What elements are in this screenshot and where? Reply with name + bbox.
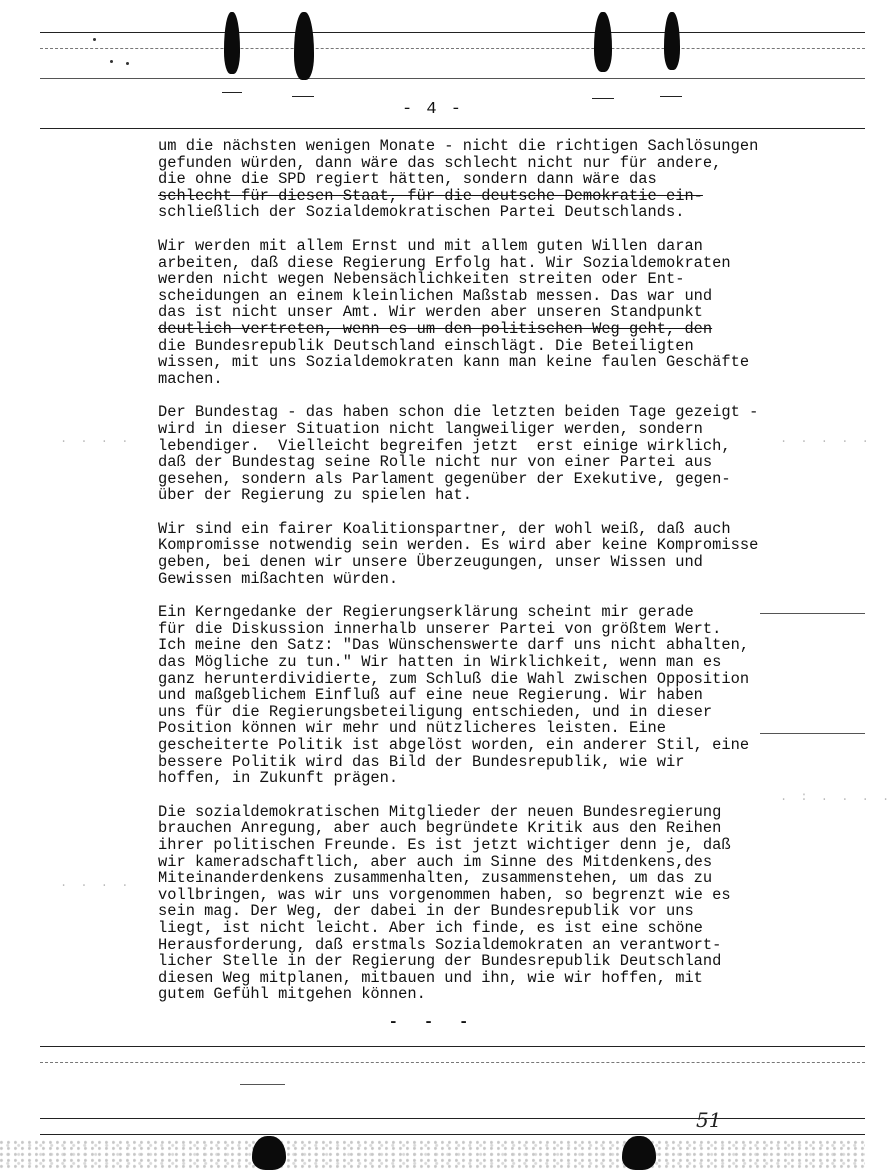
text-line: gescheiterte Politik ist abgelöst worden, ein anderer Stil, eine (158, 736, 750, 754)
text-line: werden nicht wegen Nebensächlichkeiten streiten oder Ent- (158, 270, 685, 289)
scan-line (40, 1046, 865, 1047)
text-line: wird in dieser Situation nicht langweiliger werden, sondern (158, 419, 703, 438)
paragraph (158, 804, 838, 1003)
text-line: Wir sind ein fairer Koalitionspartner, der wohl weiß, daß auch (158, 519, 731, 538)
text-line: arbeiten, daß diese Regierung Erfolg hat. Wir Sozialdemokraten (158, 253, 731, 272)
punch-hole-shadow (594, 12, 612, 72)
struck-text-line: schlecht für diesen Staat, für die deutsche Demokratie ein- (158, 186, 703, 205)
text-line: für die Diskussion innerhalb unserer Partei von größtem Wert. (158, 619, 722, 638)
scan-line (222, 92, 242, 93)
punch-hole-shadow (622, 1136, 656, 1170)
margin-noise: . . . . (60, 432, 132, 446)
text-line: Kompromisse notwendig sein werden. Es wird aber keine Kompromisse (158, 536, 759, 555)
text-line: geben, bei denen wir unsere Überzeugungen, unser Wissen und (158, 553, 703, 572)
text-line: sein mag. Der Weg, der dabei in der Bundesrepublik vor uns (158, 902, 694, 921)
scan-line (40, 128, 865, 129)
punch-hole-shadow (664, 12, 680, 70)
text-line: und maßgeblichem Einfluß auf eine neue Regierung. Wir haben (158, 686, 703, 705)
punch-hole-shadow (294, 12, 314, 80)
text-line: ganz herunterdividierte, zum Schluß die Wahl zwischen Opposition (158, 669, 750, 688)
text-line: wissen, mit uns Sozialdemokraten kann man keine faulen Geschäfte (158, 353, 750, 372)
end-mark: - - - (388, 1013, 477, 1031)
text-line: Gewissen mißachten würden. (158, 569, 399, 588)
scan-line (40, 1134, 865, 1135)
text-line: Wir werden mit allem Ernst und mit allem guten Willen daran (158, 236, 703, 255)
text-line: Miteinanderdenkens zusammenhalten, zusammenstehen, um das zu (158, 869, 713, 888)
text-line: diesen Weg mitplanen, mitbauen und ihn, wie wir hoffen, mit (158, 968, 703, 987)
text-line: bessere Politik wird das Bild der Bundesrepublik, wie wir (158, 752, 685, 771)
scan-line (40, 32, 865, 33)
text-line: gesehen, sondern als Parlament gegenüber der Exekutive, gegen- (158, 469, 731, 488)
text-line: über der Regierung zu spielen hat. (158, 486, 473, 505)
margin-noise: . . . . (60, 876, 132, 890)
text-line: die Bundesrepublik Deutschland einschlägt. Die Beteiligten (158, 336, 694, 355)
text-line: lebendiger. Vielleicht begreifen jetzt erst einige wirklich, (158, 436, 731, 455)
text-line: schließlich der Sozialdemokratischen Partei Deutschlands. (158, 203, 685, 222)
text-line: brauchen Anregung, aber auch begründete Kritik aus den Reihen (158, 819, 722, 838)
text-line: vollbringen, was wir uns vorgenommen haben, so begrenzt wie es (158, 885, 731, 904)
paragraph (158, 138, 838, 221)
paragraph (158, 604, 838, 787)
text-line: gutem Gefühl mitgehen können. (158, 985, 426, 1004)
struck-text-line: deutlich vertreten, wenn es um den politischen Weg geht, den (158, 319, 713, 338)
text-line: liegt, ist nicht leicht. Aber ich finde, es ist eine schöne (158, 918, 703, 937)
text-line: Ich meine den Satz: "Das Wünschenswerte darf uns nicht abhalten, (158, 636, 750, 655)
text-line: Der Bundestag - das haben schon die letzten beiden Tage gezeigt - (158, 403, 759, 422)
text-line: das ist nicht unser Amt. Wir werden aber unseren Standpunkt (158, 303, 703, 322)
scan-speck (93, 38, 96, 41)
text-line: licher Stelle in der Regierung der Bundesrepublik Deutschland (158, 952, 722, 971)
margin-noise: . . . . . (780, 432, 872, 446)
page-number: - 4 - (401, 100, 463, 119)
scan-line (40, 78, 865, 79)
text-line: um die nächsten wenigen Monate - nicht die richtigen Sachlösungen (158, 137, 759, 155)
text-line: die ohne die SPD regiert hätten, sondern dann wäre das (158, 170, 657, 189)
text-line: uns für die Regierungsbeteiligung entschieden, und in dieser (158, 702, 713, 721)
text-line: daß der Bundestag seine Rolle nicht nur von einer Partei aus (158, 453, 713, 472)
paragraph (158, 521, 838, 587)
scan-noise (0, 1140, 865, 1170)
paragraph (158, 404, 838, 504)
text-line: ihrer politischen Freunde. Es ist jetzt wichtiger denn je, daß (158, 835, 731, 854)
text-line: scheidungen an einem kleinlichen Maßstab messen. Das war und (158, 286, 713, 305)
body-text (158, 138, 838, 1020)
text-line: hoffen, in Zukunft prägen. (158, 769, 399, 788)
scan-line (592, 98, 614, 99)
scan-line (240, 1084, 285, 1085)
text-line: Herausforderung, daß erstmals Sozialdemokraten an verantwort- (158, 935, 722, 954)
archive-number: 51 (696, 1108, 722, 1132)
scan-speck (110, 60, 113, 63)
scan-line (40, 48, 865, 49)
margin-noise: . : . . . . (780, 790, 892, 804)
scan-line (292, 96, 314, 97)
text-line: Die sozialdemokratischen Mitglieder der neuen Bundesregierung (158, 802, 722, 821)
punch-hole-shadow (252, 1136, 286, 1170)
scan-line (40, 1118, 865, 1119)
paragraph (158, 238, 838, 387)
scan-speck (126, 62, 129, 65)
text-line: das Mögliche zu tun." Wir hatten in Wirklichkeit, wenn man es (158, 653, 722, 672)
scan-line (660, 96, 682, 97)
scan-line (40, 1062, 865, 1063)
punch-hole-shadow (224, 12, 240, 74)
text-line: machen. (158, 369, 223, 388)
text-line: Position können wir mehr und nützlicheres leisten. Eine (158, 719, 666, 738)
text-line: Ein Kerngedanke der Regierungserklärung scheint mir gerade (158, 603, 694, 622)
text-line: gefunden würden, dann wäre das schlecht nicht nur für andere, (158, 153, 722, 172)
text-line: wir kameradschaftlich, aber auch im Sinne des Mitdenkens,des (158, 852, 713, 871)
